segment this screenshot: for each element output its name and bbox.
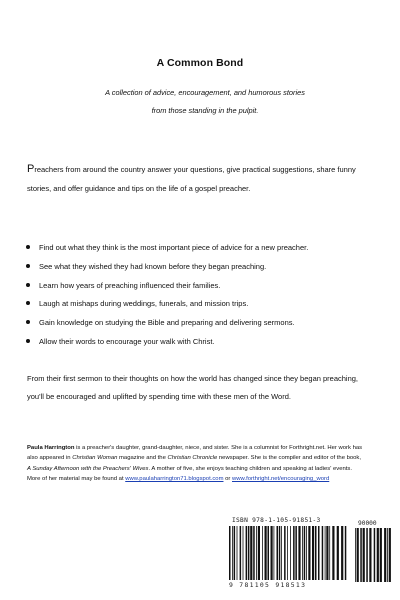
barcode-bar	[387, 528, 388, 582]
barcode-bar	[345, 526, 347, 580]
barcode-bar	[250, 526, 252, 580]
list-item-text: Gain knowledge on studying the Bible and preparing and delivering sermons.	[39, 318, 295, 328]
barcode-bar	[357, 528, 359, 582]
barcode-bar	[306, 526, 307, 580]
barcode-bar	[265, 526, 267, 580]
bio-text: magazine and the	[117, 455, 168, 462]
bio-text: or	[223, 476, 232, 483]
bullet-icon	[26, 301, 30, 305]
feature-list	[26, 242, 376, 355]
barcode-bar	[234, 526, 236, 580]
barcode-bar	[253, 526, 255, 580]
list-item	[26, 242, 376, 261]
barcode-bar	[258, 526, 260, 580]
barcode-bar	[384, 528, 386, 582]
isbn-label: ISBN 978-1-105-91851-3	[232, 517, 321, 524]
list-item-text: Learn how years of preaching influenced their families.	[39, 280, 221, 290]
list-item-text: Allow their words to encourage your walk with Christ.	[39, 336, 215, 346]
addon-barcode-bars	[355, 528, 391, 582]
barcode-bar	[274, 526, 275, 580]
barcode-bar	[360, 528, 362, 582]
barcode-bar	[308, 526, 310, 580]
barcode-bar	[246, 526, 248, 580]
intro-text: reachers from around the country answer your questions, give practical suggestions, share funny stories, and offer guidance and tips on the life of a gospel preacher.	[27, 165, 356, 193]
barcode-bar	[322, 526, 324, 580]
bio-text: is a preacher's daughter, grand-daughter, niece, and sister. She is a columnist for Forthright.net. Her work has also appeared in	[27, 445, 363, 462]
barcode-bar	[389, 528, 391, 582]
barcode-bar	[325, 526, 326, 580]
bullet-icon	[26, 283, 30, 287]
bullet-icon	[26, 339, 30, 343]
list-item	[26, 298, 376, 317]
barcode-bar	[315, 526, 317, 580]
barcode-bar	[380, 528, 382, 582]
barcode-bar	[366, 528, 368, 582]
barcode-bar	[341, 526, 343, 580]
barcode-bar	[355, 528, 356, 582]
list-item	[26, 317, 376, 336]
barcode-bar	[256, 526, 257, 580]
list-item	[26, 280, 376, 299]
barcode-bar	[302, 526, 303, 580]
barcode-bar	[262, 526, 263, 580]
author-bio	[27, 443, 365, 485]
list-item-text: See what they wished they had known before they began preaching.	[39, 261, 267, 271]
blog-link[interactable]: www.paulaharrington71.blogspot.com	[125, 476, 224, 483]
barcode-bar	[329, 526, 330, 580]
book-subtitle	[60, 84, 350, 120]
list-item-text: Find out what they think is the most important piece of advice for a new preacher.	[39, 243, 309, 252]
publication-title: Christian Chronicle	[167, 455, 218, 462]
barcode-bar	[240, 526, 242, 580]
list-item-text: Laugh at mishaps during weddings, funerals, and mission trips.	[39, 299, 249, 309]
closing-paragraph: From their first sermon to their thoughts on how the world has changed since they began preaching, you'll be encouraged and uplifted by spending time with these men of the Word.	[27, 374, 359, 401]
bullet-icon	[26, 245, 30, 249]
addon-number: 90000	[358, 520, 377, 527]
barcode-bar	[290, 526, 291, 580]
publication-title: Christian Woman	[72, 455, 118, 462]
subtitle-line: from those standing in the pulpit.	[151, 106, 259, 115]
barcode-bar	[232, 526, 233, 580]
barcode-bar	[312, 526, 314, 580]
barcode-bar	[281, 526, 282, 580]
barcode-bar	[271, 526, 273, 580]
bullet-icon	[26, 320, 30, 324]
drop-letter: P	[27, 163, 35, 175]
barcode-bar	[374, 528, 376, 582]
bullet-icon	[26, 264, 30, 268]
barcode-bar	[287, 526, 288, 580]
barcode-bar	[268, 526, 270, 580]
author-name: Paula Harrington	[27, 445, 75, 451]
barcode-bar	[277, 526, 279, 580]
list-item	[26, 261, 376, 280]
barcode-number: 9 781105 918513	[229, 581, 307, 589]
barcode-bar	[284, 526, 286, 580]
barcode-bar	[326, 526, 328, 580]
barcode-bar	[237, 526, 238, 580]
barcode-bars	[229, 526, 346, 580]
bio-text: newspaper. She is the compiler and editor of the book,	[217, 455, 362, 462]
barcode-bar	[298, 526, 300, 580]
barcode-bar	[295, 526, 297, 580]
barcode-bar	[363, 528, 365, 582]
barcode-bar	[337, 526, 339, 580]
barcode-bar	[293, 526, 295, 580]
barcode-bar	[332, 526, 334, 580]
barcode-bar	[243, 526, 244, 580]
barcode-bar	[377, 528, 379, 582]
list-item	[26, 336, 376, 355]
barcode-bar	[318, 526, 320, 580]
barcode-bar	[279, 526, 281, 580]
subtitle-line: A collection of advice, encouragement, and humorous stories	[105, 88, 305, 97]
book-title: A Common Bond	[156, 57, 244, 69]
barcode-bar	[229, 526, 231, 580]
barcode-bar	[248, 526, 250, 580]
book-title-ref: A Sunday Afternoon with the Preachers' Wives	[27, 465, 149, 472]
website-link[interactable]: www.forthright.net/encouraging_word	[232, 476, 330, 483]
intro-paragraph	[27, 160, 372, 198]
bio-text: . A mother of five, she enjoys teaching children and speaking at ladies' events. More of her material may be found at	[27, 465, 352, 483]
barcode-bar	[369, 528, 371, 582]
barcode-bar	[304, 526, 306, 580]
